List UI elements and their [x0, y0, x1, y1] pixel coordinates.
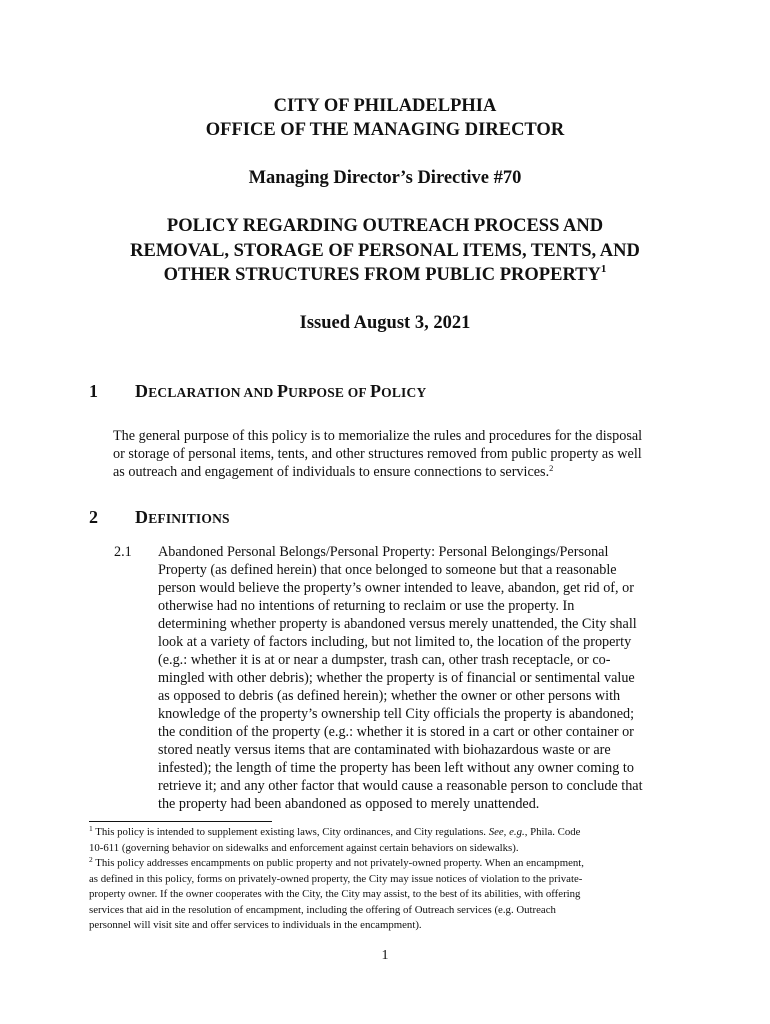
- policy-title-line: OTHER STRUCTURES FROM PUBLIC PROPERTY$^1$: [163, 263, 607, 285]
- paragraph-line: the property had been abandoned as opposed to merely unattended.: [158, 796, 540, 812]
- issued-date: Issued August 3, 2021: [299, 313, 471, 333]
- office-title: OFFICE OF THE MANAGING DIRECTOR: [205, 120, 565, 140]
- paragraph-line: mingled with other debris); whether the property is of financial or sentimental value: [158, 670, 635, 686]
- footnote-1: $^1$ This policy is intended to supplement existing laws, City ordinances, and City regulations. See, e.g., Phila. Code: [89, 824, 581, 838]
- paragraph-line: as opposed to debris (as defined herein); whether the owner or other persons with: [158, 688, 621, 704]
- paragraph-line: person would believe the property’s owner intended to leave, abandon, get rid of, or: [158, 580, 634, 596]
- policy-title-line: REMOVAL, STORAGE OF PERSONAL ITEMS, TENTS, AND: [130, 240, 640, 261]
- section-2-number: 2: [89, 507, 98, 527]
- city-title: CITY OF PHILADELPHIA: [273, 96, 497, 116]
- footnote-separator: [89, 821, 272, 822]
- footnote-line: 10-611 (governing behavior on sidewalks and enforcement against certain behaviors on sidewalks).: [89, 841, 519, 854]
- subsection-number: 2.1: [114, 544, 132, 560]
- policy-title-line: POLICY REGARDING OUTREACH PROCESS AND: [166, 216, 604, 236]
- paragraph-line: determining whether property is abandoned versus merely unattended, the City shall: [158, 616, 637, 632]
- section-1-paragraph: [113, 427, 642, 481]
- footnote-line: property owner. If the owner cooperates with the City, the City may assist, to the best of its abilities, with offering: [89, 888, 581, 900]
- paragraph-line: otherwise had no intentions of returning to reclaim or use the property. In: [158, 598, 575, 614]
- paragraph-line: the condition of the property (e.g.: whether it is stored in a cart or other container or: [158, 724, 634, 740]
- section-1-number: 1: [89, 381, 98, 401]
- paragraph-line: knowledge of the property’s ownership tell City officials the property is abandoned;: [158, 706, 635, 722]
- page-number: 1: [381, 948, 389, 963]
- paragraph-line: retrieve it; and any other factor that would cause a reasonable person to conclude that: [158, 778, 643, 794]
- paragraph-line: or storage of personal items, tents, and other structures removed from public property as well: [113, 446, 642, 462]
- footnote-line: services that aid in the resolution of encampment, including the offering of Outreach services (e.g. Outreach: [89, 903, 556, 916]
- paragraph-line: Abandoned Personal Belongs/Personal Property: Personal Belongings/Personal: [158, 544, 609, 560]
- subsection-2-1-text: [158, 543, 643, 813]
- footnote-ref-2[interactable]: 2: [549, 463, 554, 473]
- paragraph-line: as outreach and engagement of individuals to ensure connections to services.$^2$: [113, 463, 554, 480]
- section-2-title: DEFINITIONS: [135, 507, 230, 527]
- policy-title: [0, 214, 770, 288]
- paragraph-line: infested); the length of time the property has been left without any owner coming to: [158, 760, 634, 776]
- footnote-line: as defined in this policy, forms on privately-owned property, the City may issue notices of violation to the private-: [89, 872, 583, 885]
- paragraph-line: look at a variety of factors including, but not limited to, the location of the property: [158, 634, 632, 650]
- paragraph-line: (e.g.: whether it is at or near a dumpster, trash can, other trash receptacle, or co-: [158, 652, 611, 668]
- paragraph-line: The general purpose of this policy is to memorialize the rules and procedures for the disposal: [113, 428, 643, 444]
- paragraph-line: stored neatly versus items that are contaminated with biohazardous waste or are: [158, 742, 611, 758]
- footnote-ref-1[interactable]: 1: [600, 263, 607, 275]
- directive-title: Managing Director’s Directive #70: [248, 168, 522, 188]
- footnote-2: $^2$ This policy addresses encampments on public property and not privately-owned property. When an encampment,: [89, 855, 584, 869]
- footnotes: [89, 825, 584, 934]
- footnote-line: personnel will visit site and offer services to individuals in the encampment).: [89, 919, 422, 931]
- paragraph-line: Property (as defined herein) that once belonged to someone but that a reasonable: [158, 562, 617, 578]
- section-1-title: DECLARATION AND PURPOSE OF POLICY: [135, 381, 427, 401]
